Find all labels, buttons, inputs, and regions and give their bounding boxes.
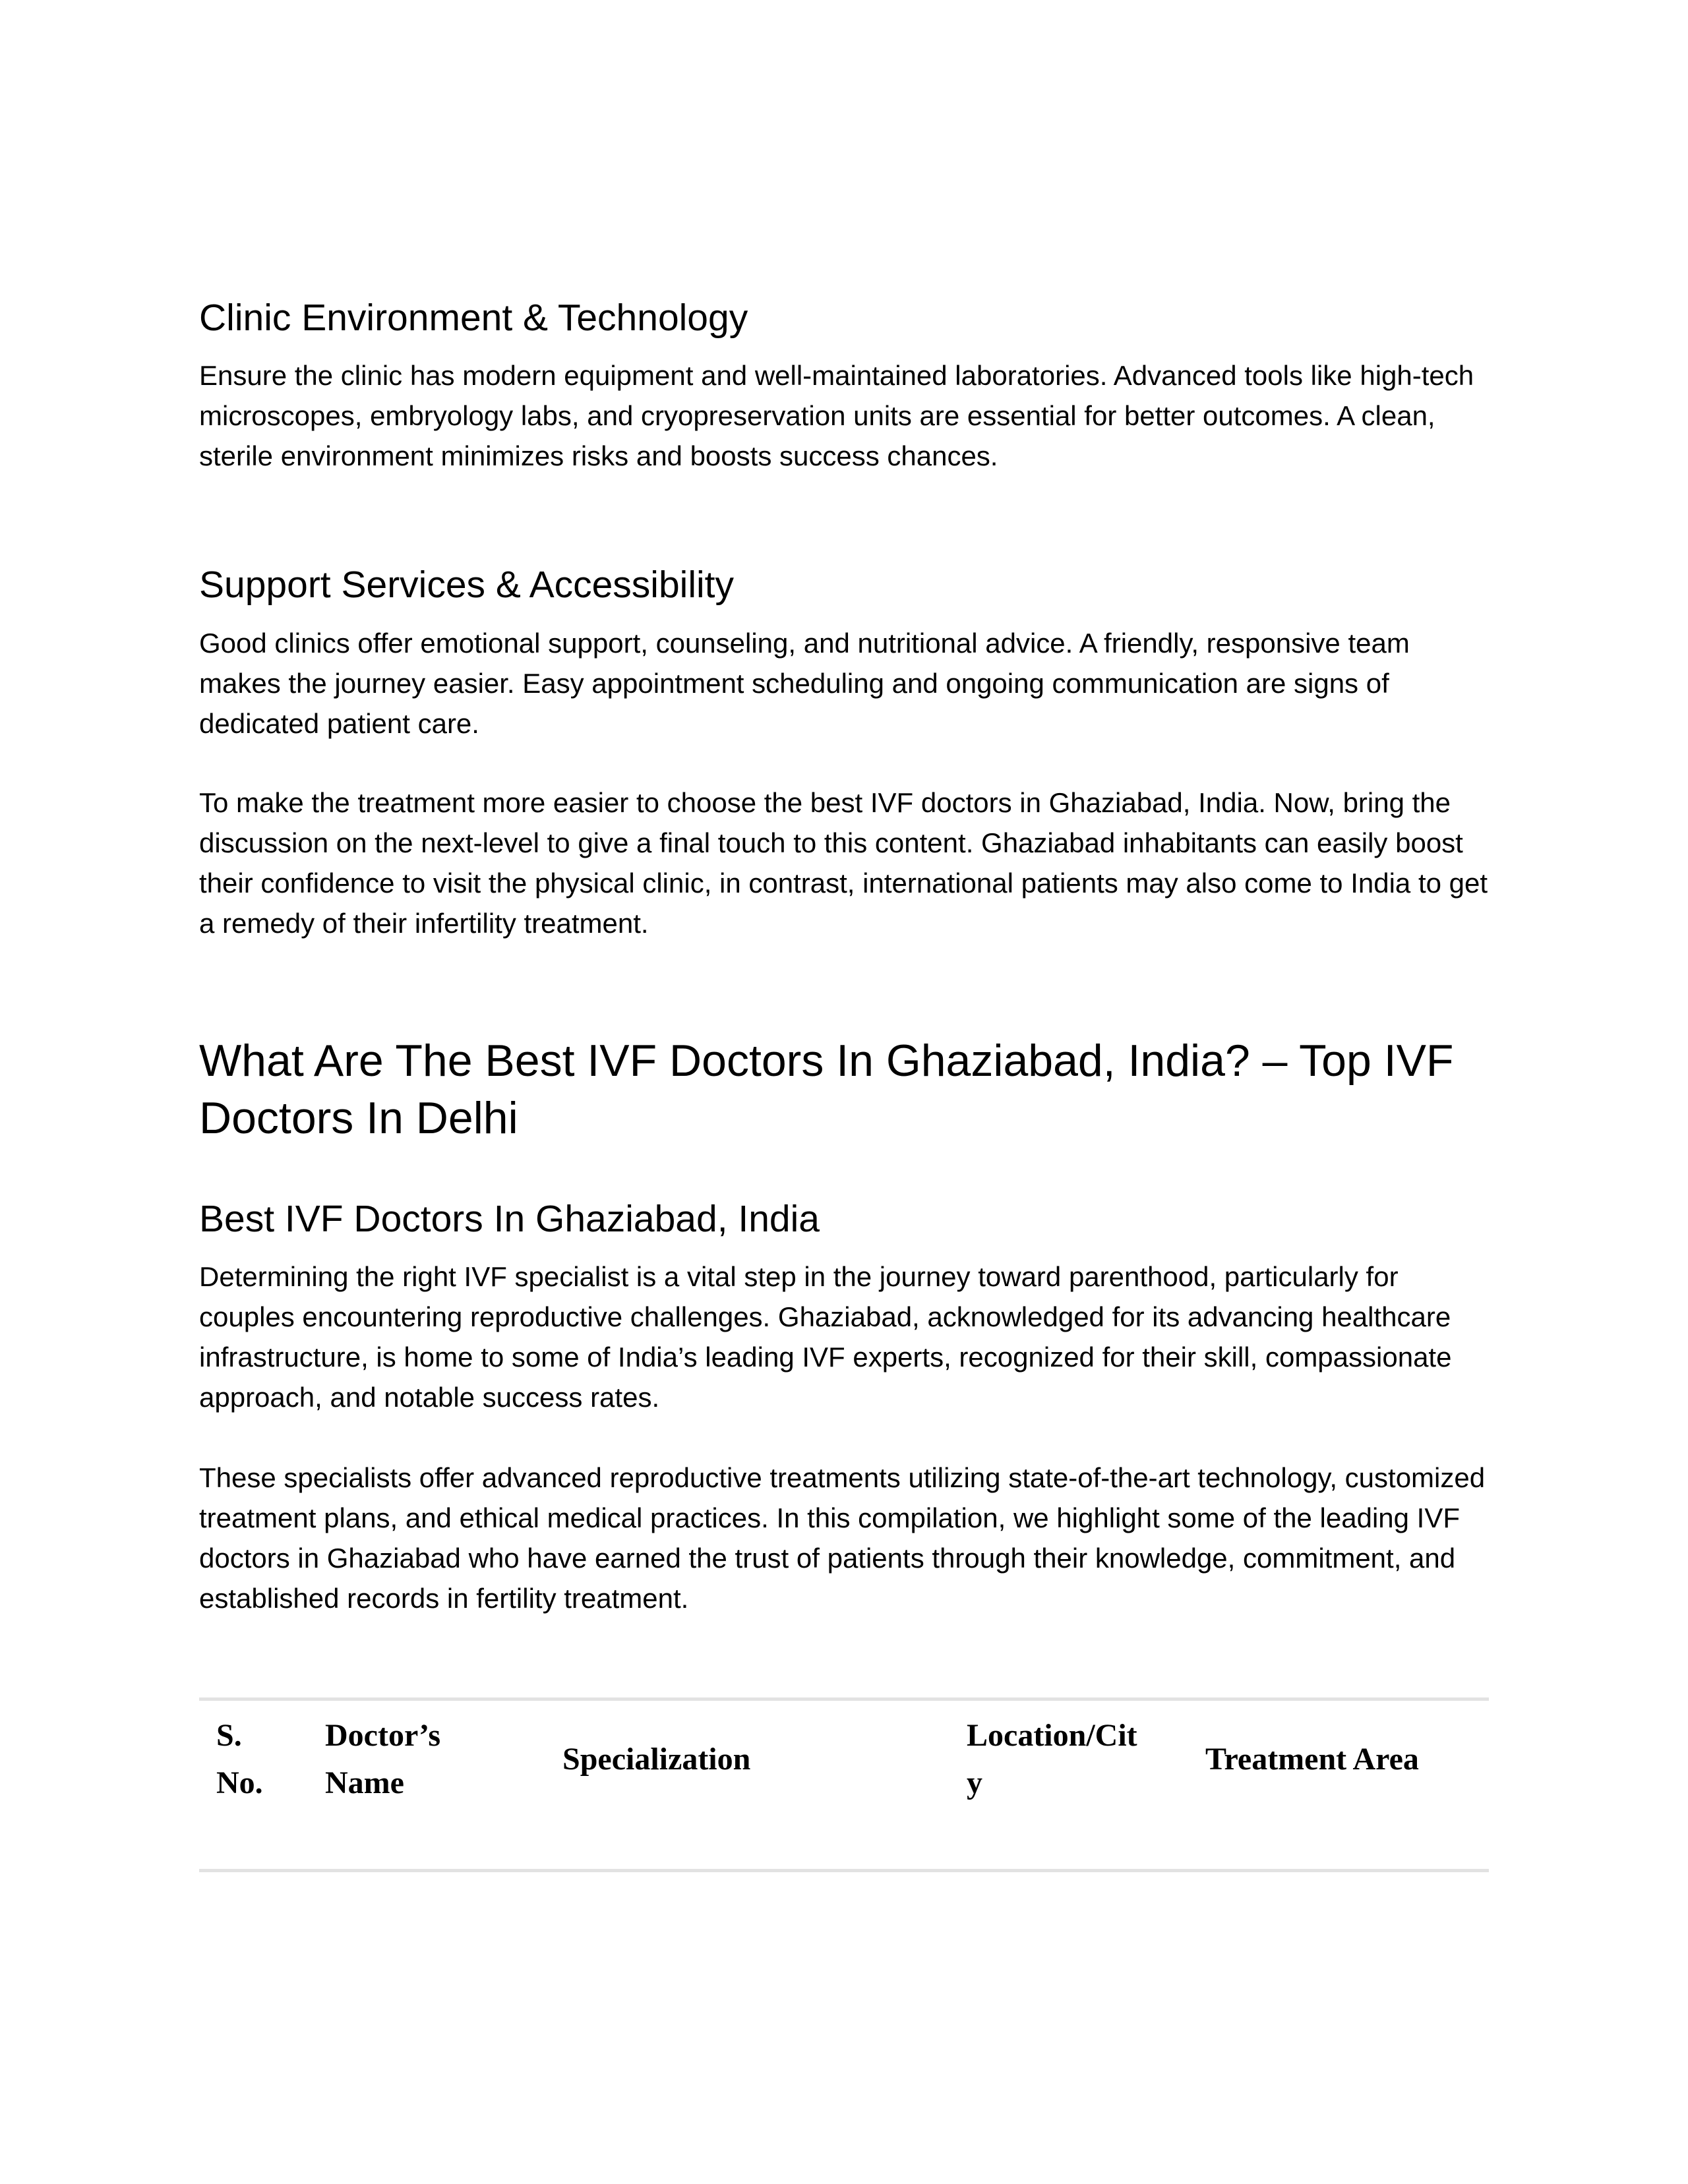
paragraph: Good clinics offer emotional support, counseling, and nutritional advice. A friendly, responsive team makes the journey easier. Easy appointment scheduling and ongoing communication are signs of dedicated patient care. bbox=[199, 628, 1410, 739]
header-name-line1: Doctor’s bbox=[325, 1718, 441, 1753]
header-doctor-name bbox=[325, 1712, 440, 1807]
paragraph: Determining the right IVF specialist is a vital step in the journey toward parenthood, particularly for couples encountering reproductive challenges. Ghaziabad, acknowledged for its advancing healthcare infrastructure, is home to some of India’s leading IVF experts, recognized for their skill, compassionate approach, and notable success rates. bbox=[199, 1261, 1452, 1413]
main-heading: What Are The Best IVF Doctors In Ghaziabad, India? – Top IVF Doctors In Delhi bbox=[199, 1036, 1454, 1143]
header-location bbox=[967, 1712, 1137, 1807]
header-sno-line2: No. bbox=[216, 1765, 263, 1800]
paragraph: To make the treatment more easier to choose the best IVF doctors in Ghaziabad, India. Now, bring the discussion on the next-level to give a final touch to this content. Ghaziabad inhabitants can easily boost their confidence to visit the physical clinic, in contrast, international patients may also come to India to get a remedy of their infertility treatment. bbox=[199, 787, 1488, 939]
header-sno bbox=[216, 1712, 263, 1807]
header-treatment-area: Treatment Area bbox=[1205, 1742, 1419, 1777]
header-location-line2: y bbox=[967, 1765, 982, 1800]
section-heading-clinic-environment: Clinic Environment & Technology bbox=[199, 297, 748, 339]
subsection-heading: Best IVF Doctors In Ghaziabad, India bbox=[199, 1198, 820, 1240]
section-heading-support-services: Support Services & Accessibility bbox=[199, 564, 734, 606]
header-location-line1: Location/Cit bbox=[967, 1718, 1137, 1753]
header-sno-line1: S. bbox=[216, 1718, 242, 1753]
header-name-line2: Name bbox=[325, 1765, 404, 1800]
table-bottom-border bbox=[199, 1869, 1489, 1872]
paragraph: These specialists offer advanced reproductive treatments utilizing state-of-the-art technology, customized treatment plans, and ethical medical practices. In this compilation, we highlight some of the leading IVF doctors in Ghaziabad who have earned the trust of patients through their knowledge, commitment, and established records in fertility treatment. bbox=[199, 1462, 1486, 1614]
header-specialization: Specialization bbox=[562, 1742, 751, 1777]
table-top-border bbox=[199, 1697, 1489, 1701]
paragraph: Ensure the clinic has modern equipment and well-maintained laboratories. Advanced tools like high-tech microscopes, embryology labs, and cryopreservation units are essential for better outcomes. A clean, sterile environment minimizes risks and boosts success chances. bbox=[199, 360, 1474, 471]
